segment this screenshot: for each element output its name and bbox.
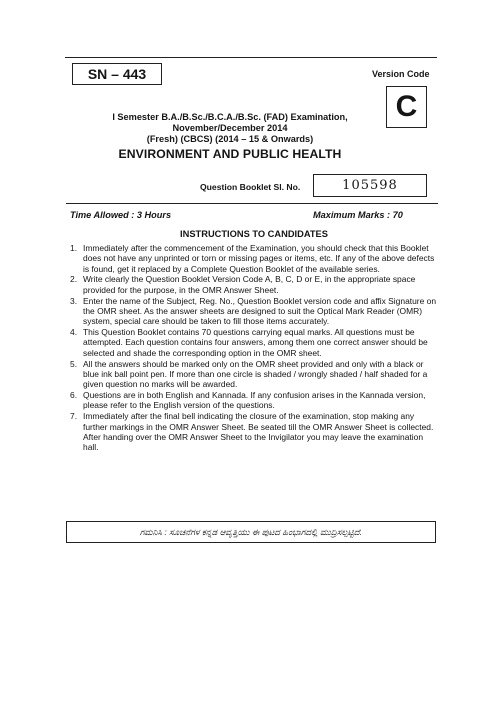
instructions-title: INSTRUCTIONS TO CANDIDATES [180, 229, 328, 239]
exam-title: ENVIRONMENT AND PUBLIC HEALTH [118, 147, 342, 161]
version-code-label: Version Code [372, 69, 430, 79]
subject-code: SN – 443 [72, 63, 162, 85]
booklet-serial-number: 105598 [313, 174, 427, 197]
middle-rule [66, 203, 438, 204]
booklet-serial-label: Question Booklet Sl. No. [200, 182, 301, 192]
maximum-marks: Maximum Marks : 70 [313, 210, 403, 220]
list-item: 3. Enter the name of the Subject, Reg. No., Question Booklet version code and affix Signature on the OMR sheet. As the answer sheets are designed to suit the Optical Mark Reader (OMR) system, special care should be taken to fill those items accurately. [70, 295, 437, 327]
list-item: 6. Questions are in both English and Kannada. If any confusion arises in the Kannada version, please refer to the English version of the questions. [70, 390, 426, 411]
time-allowed: Time Allowed : 3 Hours [70, 210, 172, 220]
list-item: 5. All the answers should be marked only on the OMR sheet provided and only with a black or blue ink ball point pen. If more than one circle is shaded / wrongly shaded / half shaded for a given question no marks will be awarded. [70, 358, 428, 390]
version-code-box: C [386, 86, 427, 128]
top-rule [65, 57, 437, 58]
list-item: 1. Immediately after the commencement of the Examination, you should check that this Booklet does not have any unprinted or torn or missing pages or items, etc. If any of the above defects is found, get it replaced by a Complete Question Booklet of the available series. [70, 243, 435, 274]
exam-line-3: (Fresh) (CBCS) (2014 – 15 & Onwards) [146, 134, 314, 144]
list-item: 4. This Question Booklet contains 70 questions carrying equal marks. All questions must be attempted. Each question contains four answers, among them one correct answer should be selected and shade the corresponding option in the OMR sheet. [70, 327, 428, 358]
list-item: 7. Immediately after the final bell indicating the closure of the examination, stop making any further markings in the OMR Answer Sheet. Be seated till the OMR Answer Sheet is collected. After handing over the OMR Answer Sheet to the Invigilator you may leave the examination hall. [70, 411, 434, 453]
list-item: 2. Write clearly the Question Booklet Version Code A, B, C, D or E, in the appropriate space provided for the purpose, in the OMR Answer Sheet. [70, 274, 416, 295]
instructions-list [70, 243, 440, 453]
exam-line-2: November/December 2014 [172, 123, 288, 133]
exam-line-1: I Semester B.A./B.Sc./B.C.A./B.Sc. (FAD) Examination, [112, 112, 348, 122]
kannada-note: ಗಮನಿಸಿ : ಸೂಚನೆಗಳ ಕನ್ನಡ ಆವೃತ್ತಿಯು ಈ ಪುಟದ ಹಿಂಭಾಗದಲ್ಲಿ ಮುದ್ರಿಸಲ್ಪಟ್ಟಿದೆ. [66, 521, 436, 543]
